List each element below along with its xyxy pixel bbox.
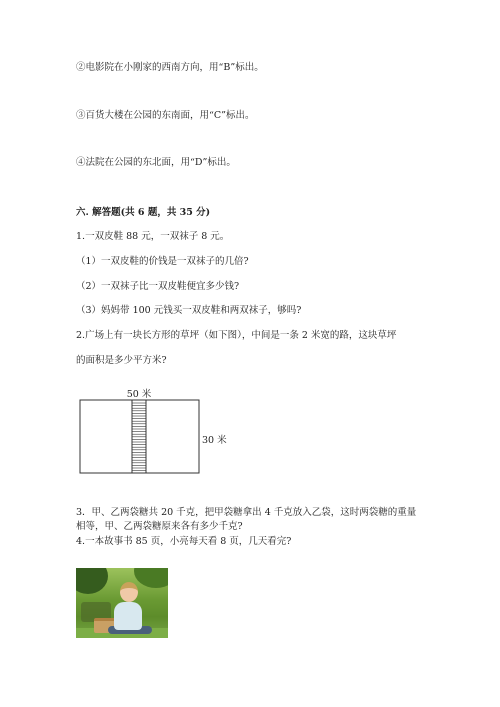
item-4: ④法院在公园的东北面，用“D”标出。	[76, 157, 236, 168]
section-title: 六. 解答题(共 6 题，共 35 分)	[76, 207, 211, 218]
road-hatching	[132, 403, 146, 471]
problem-1: 1.一双皮鞋 88 元，一双袜子 8 元。	[76, 231, 230, 242]
item-2: ②电影院在小刚家的西南方向，用“B”标出。	[76, 62, 264, 73]
item-3: ③百货大楼在公园的东南面，用“C”标出。	[76, 110, 255, 121]
problem-1-part-c: （3）妈妈带 100 元钱买一双皮鞋和两双袜子，够吗?	[76, 305, 302, 316]
lawn-diagram	[70, 382, 240, 482]
problem-3-line-2: 相等，甲、乙两袋糖原来各有多少千克?	[76, 521, 243, 532]
problem-2-line-2: 的面积是多少平方米?	[76, 355, 167, 366]
height-label: 30 米	[202, 435, 227, 446]
child-reading-photo	[76, 568, 168, 638]
problem-1-part-b: （2）一双袜子比一双皮鞋便宜多少钱?	[76, 281, 240, 292]
child-figure	[114, 602, 142, 630]
problem-1-part-a: （1）一双皮鞋的价钱是一双袜子的几倍?	[76, 256, 249, 267]
problem-2-line-1: 2.广场上有一块长方形的草坪（如下图），中间是一条 2 米宽的路，这块草坪	[76, 330, 397, 341]
problem-4: 4.一本故事书 85 页，小亮每天看 8 页，几天看完?	[76, 536, 292, 547]
problem-3-line-1: 3．甲、乙两袋糖共 20 千克，把甲袋糖拿出 4 千克放入乙袋，这时两袋糖的重量	[76, 507, 417, 518]
width-label: 50 米	[126, 389, 152, 400]
